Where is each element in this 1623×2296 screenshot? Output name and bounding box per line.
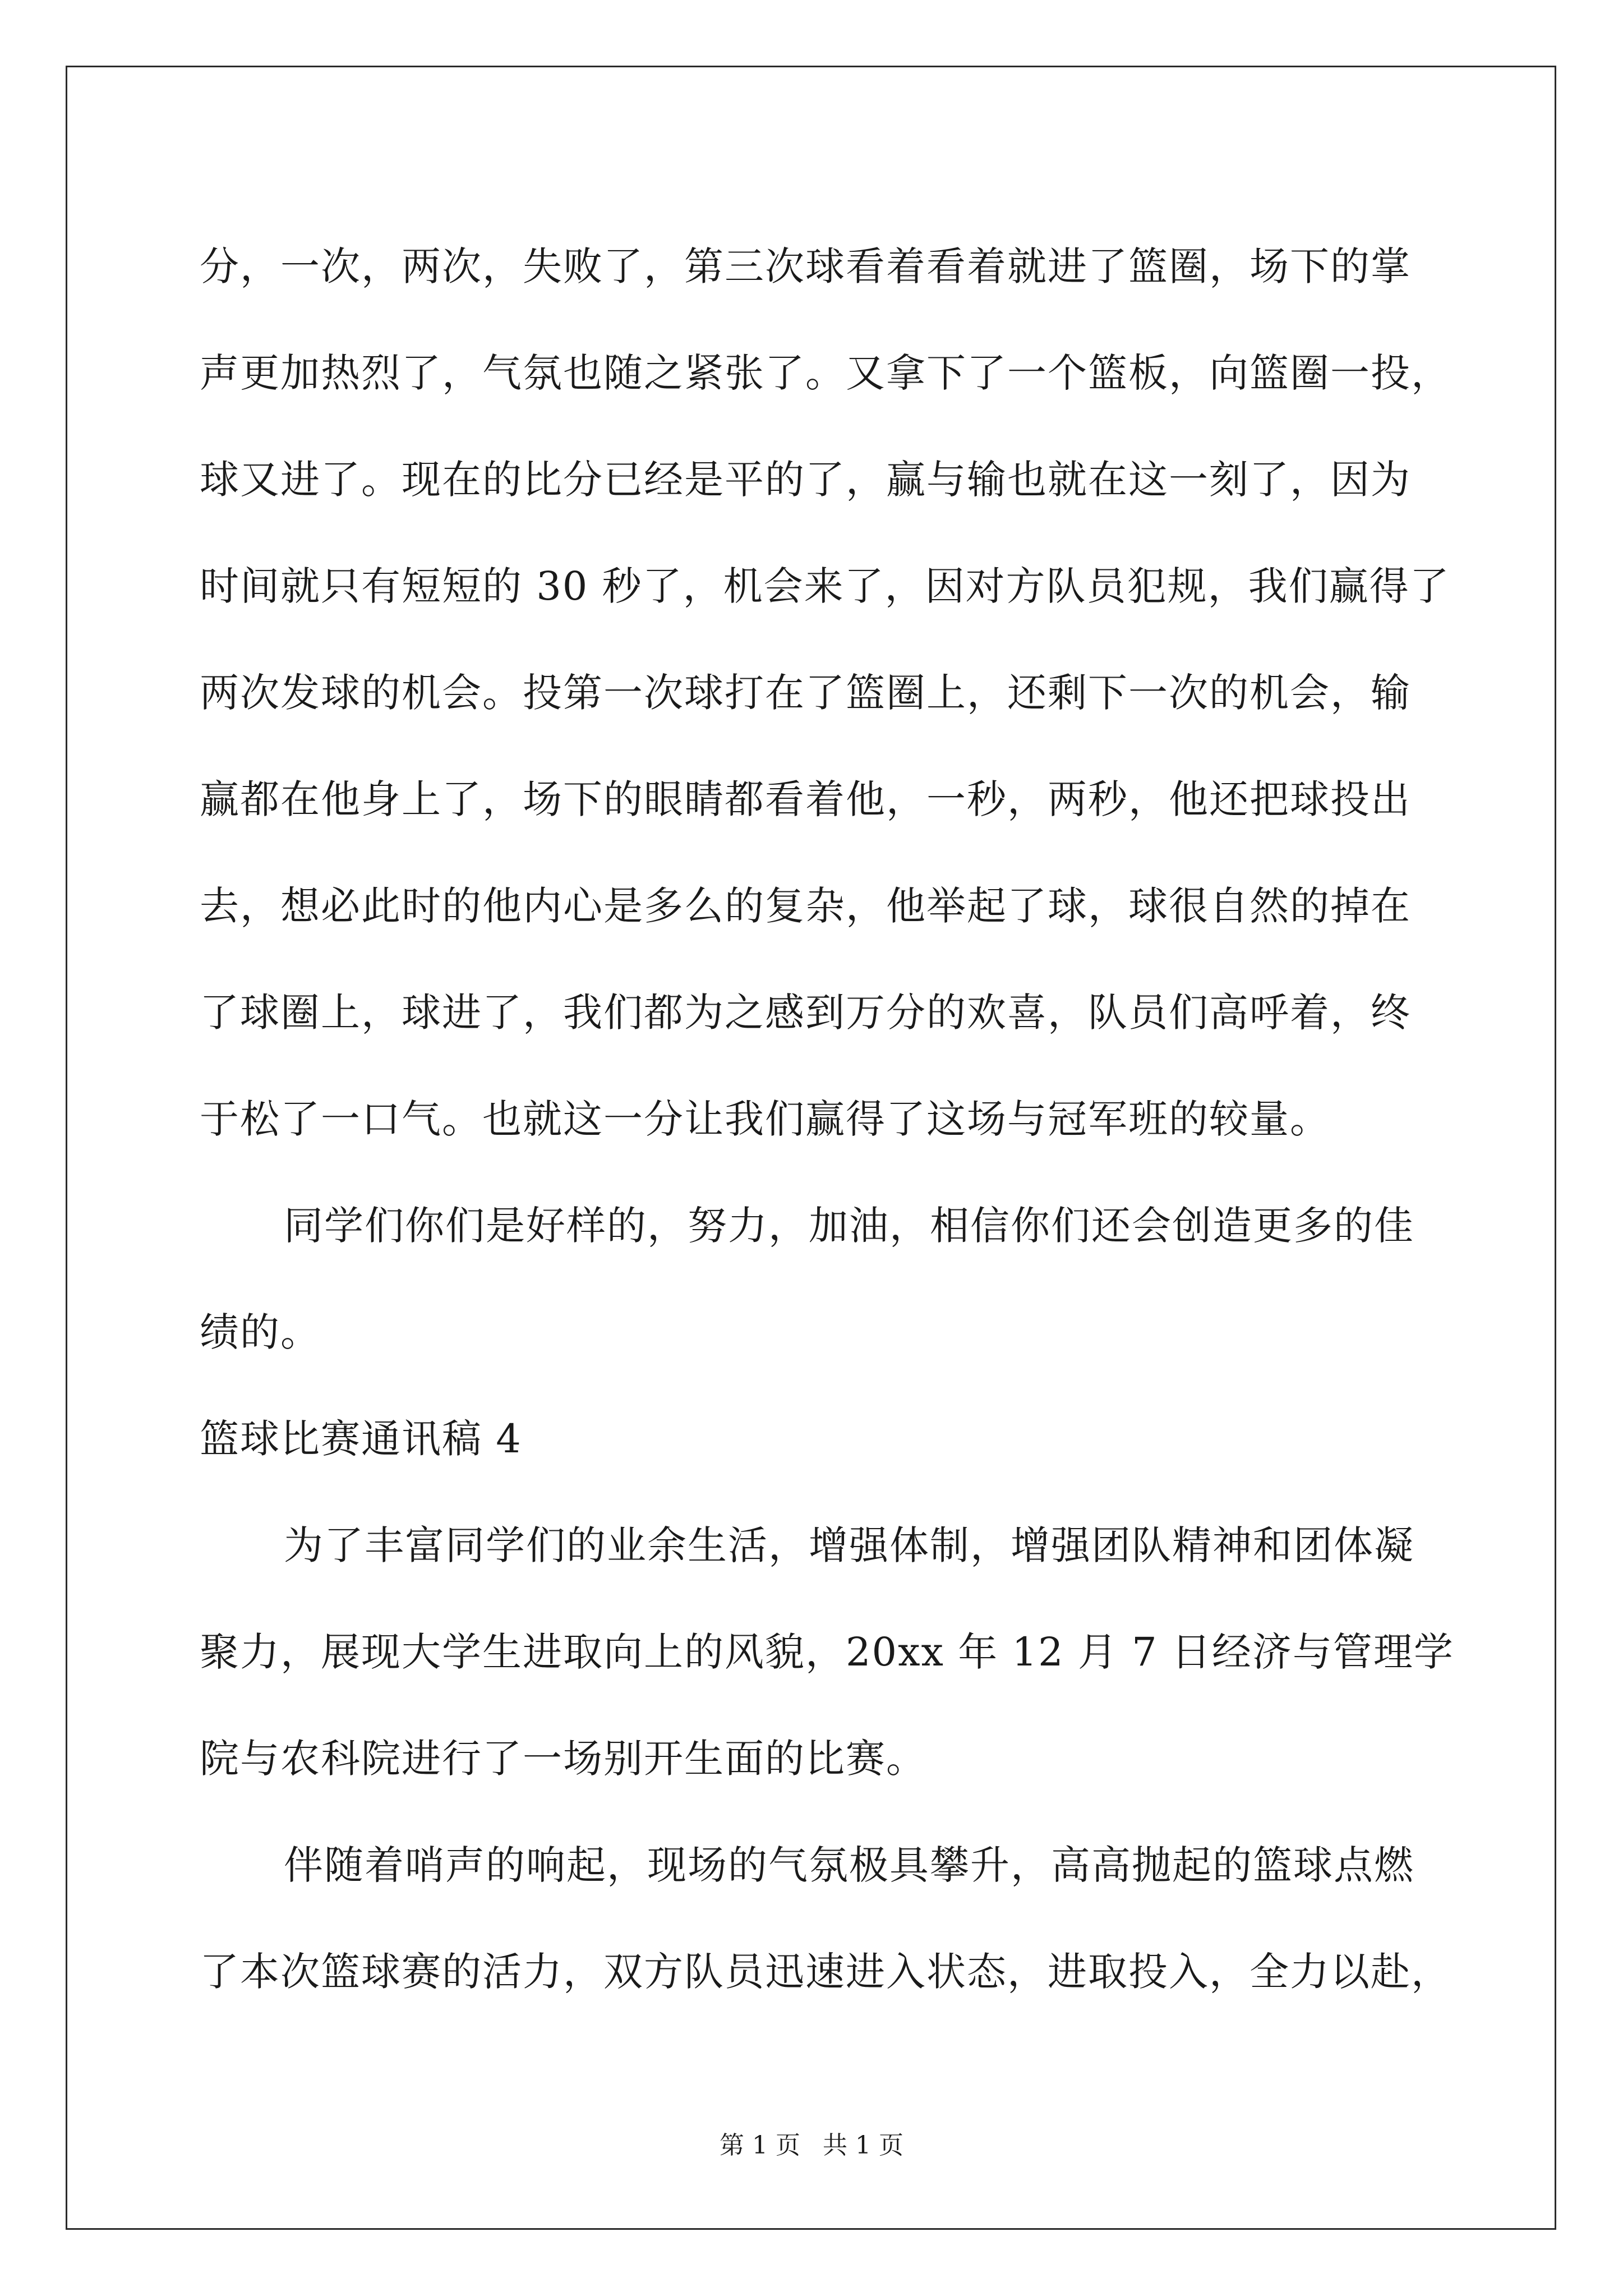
text-line: 球又进了。现在的比分已经是平的了，赢与输也就在这一刻了，因为 — [200, 457, 1411, 503]
text-line: 去，想必此时的他内心是多么的复杂，他举起了球，球很自然的掉在 — [200, 883, 1411, 929]
paragraph-first-line: 为了丰富同学们的业余生活，增强体制，增强团队精神和团体凝 — [284, 1522, 1414, 1568]
text-line: 声更加热烈了，气氛也随之紧张了。又拿下了一个篮板，向篮圈一投， — [200, 350, 1451, 396]
page-number: 第 1 页 — [720, 2131, 800, 2160]
section-heading: 篮球比赛通讯稿 4 — [200, 1416, 522, 1462]
paragraph-first-line: 同学们你们是好样的，努力，加油，相信你们还会创造更多的佳 — [284, 1203, 1414, 1249]
text-line: 分，一次，两次，失败了，第三次球看着看着就进了篮圈，场下的掌 — [200, 243, 1411, 289]
paragraph-first-line: 伴随着哨声的响起，现场的气氛极具攀升，高高抛起的篮球点燃 — [284, 1842, 1414, 1888]
document-body — [200, 213, 1454, 2025]
page-footer — [0, 2129, 1623, 2162]
text-line: 了本次篮球赛的活力，双方队员迅速进入状态，进取投入，全力以赴， — [200, 1949, 1451, 1995]
text-line: 赢都在他身上了，场下的眼睛都看着他，一秒，两秒，他还把球投出 — [200, 776, 1411, 822]
text-line: 时间就只有短短的 30 秒了，机会来了，因对方队员犯规，我们赢得了 — [200, 563, 1450, 609]
text-line: 了球圈上，球进了，我们都为之感到万分的欢喜，队员们高呼着，终 — [200, 990, 1411, 1036]
text-line: 于松了一口气。也就这一分让我们赢得了这场与冠军班的较量。 — [200, 1096, 1330, 1142]
text-line: 院与农科院进行了一场别开生面的比赛。 — [200, 1736, 926, 1782]
page-count: 共 1 页 — [823, 2131, 903, 2160]
text-line: 聚力，展现大学生进取向上的风貌，20xx 年 12 月 7 日经济与管理学 — [200, 1629, 1454, 1675]
text-line: 绩的。 — [200, 1309, 321, 1355]
text-line: 两次发球的机会。投第一次球打在了篮圈上，还剩下一次的机会，输 — [200, 670, 1411, 716]
